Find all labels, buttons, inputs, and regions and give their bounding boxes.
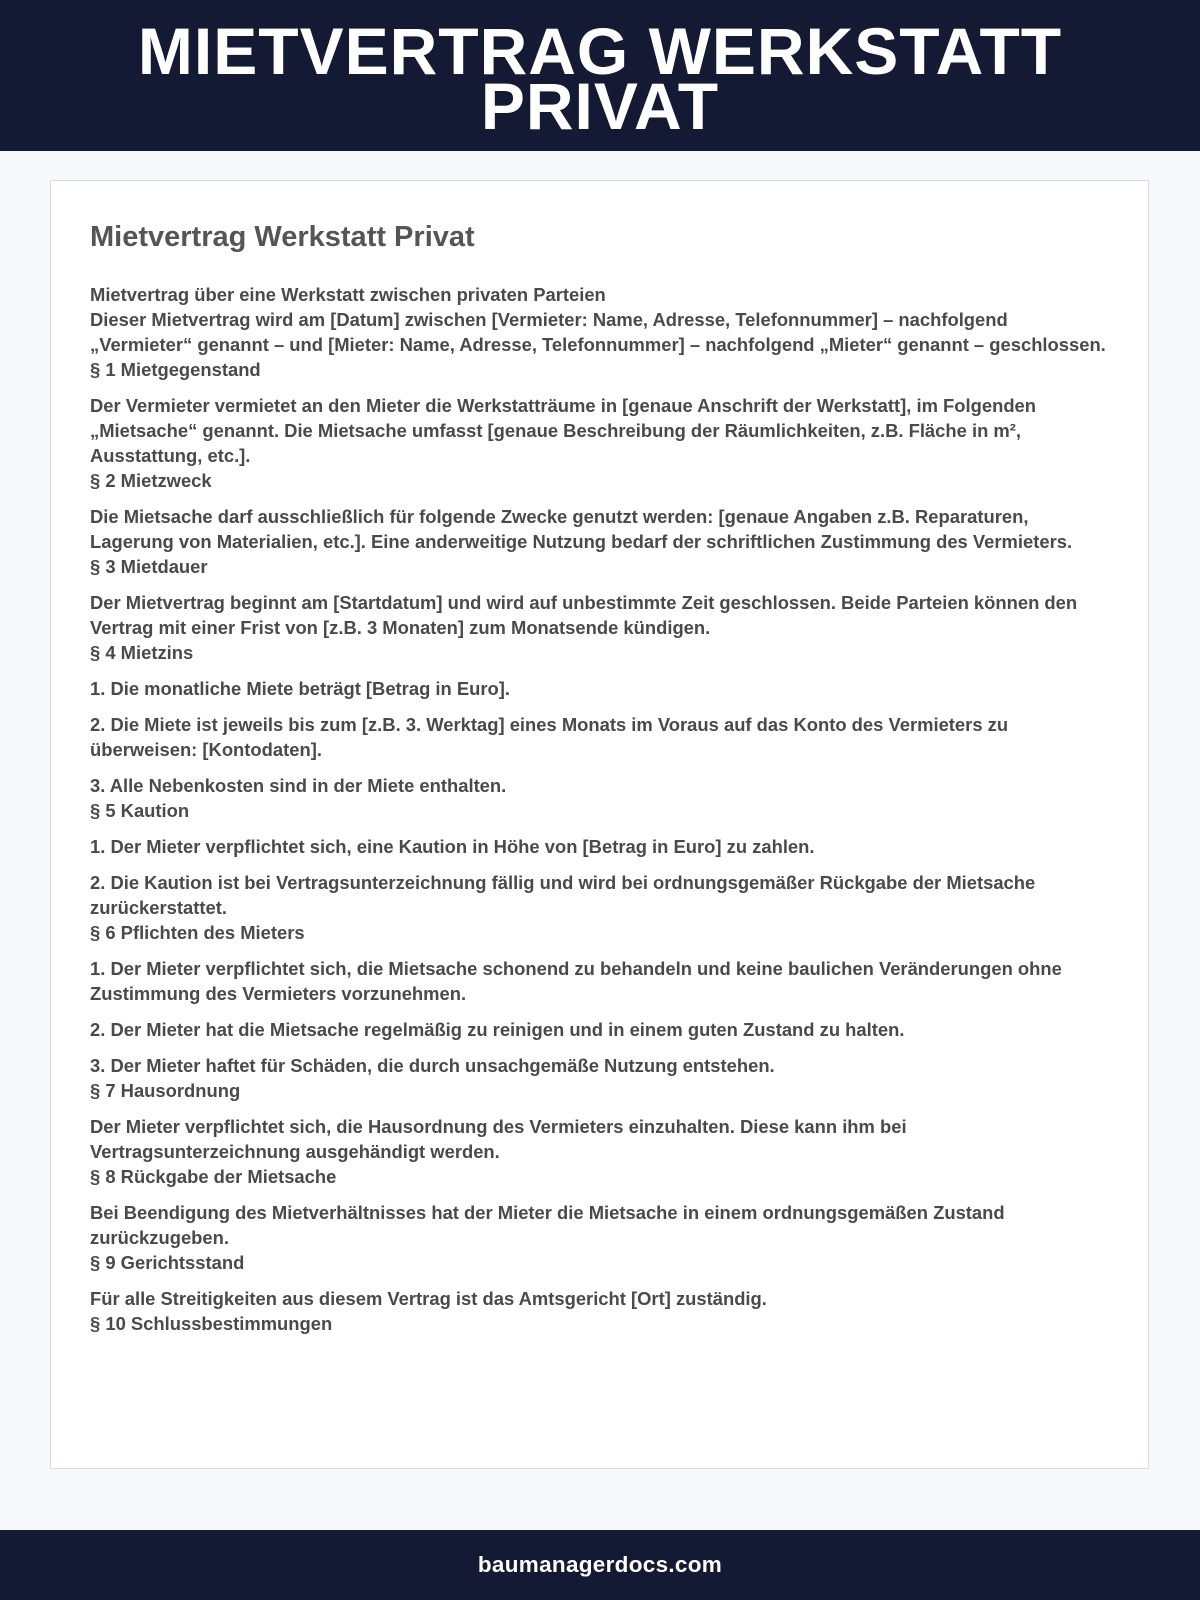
paragraph-text: Mietvertrag über eine Werkstatt zwischen privaten Parteien (90, 284, 606, 305)
paragraph-text: Der Mietvertrag beginnt am [Startdatum] und wird auf unbestimmte Zeit geschlossen. Beide Parteien können den Vertrag mit einer Frist von [z.B. 3 Monaten] zum Monatsende kündigen. (90, 592, 1078, 638)
document-paragraph (90, 1053, 1110, 1103)
section-heading: § 3 Mietdauer (90, 556, 208, 577)
paragraph-text: Der Vermieter vermietet an den Mieter die Werkstatträume in [genaue Anschrift der Werkstatt], im Folgenden „Mietsache“ genannt. Die Mietsache umfasst [genaue Beschreibung der Räumlichkeiten, z.B. Fläche in m², Ausstattung, etc.]. (90, 395, 1037, 466)
document-paragraph (90, 956, 1110, 1006)
document-paragraph (90, 282, 1110, 382)
section-heading: § 9 Gerichtsstand (90, 1252, 245, 1273)
document-paragraph (90, 773, 1110, 823)
footer-site-name: baumanagerdocs.com (477, 1552, 723, 1577)
paragraph-text: 1. Der Mieter verpflichtet sich, die Mietsache schonend zu behandeln und keine baulichen Veränderungen ohne Zustimmung des Vermieters vorzunehmen. (90, 958, 1062, 1004)
document-paragraph (90, 1017, 1110, 1042)
page-footer (0, 1530, 1200, 1600)
section-heading: § 10 Schlussbestimmungen (90, 1313, 333, 1334)
paragraph-text: Bei Beendigung des Mietverhältnisses hat der Mieter die Mietsache in einem ordnungsgemäßen Zustand zurückzugeben. (90, 1202, 1005, 1248)
section-heading: § 7 Hausordnung (90, 1080, 241, 1101)
page-title-line-2: PRIVAT (480, 68, 720, 143)
section-heading: § 2 Mietzweck (90, 470, 212, 491)
paragraph-text: 2. Die Kaution ist bei Vertragsunterzeichnung fällig und wird bei ordnungsgemäßer Rückgabe der Mietsache zurückerstattet. (90, 872, 1036, 918)
document-title: Mietvertrag Werkstatt Privat (90, 221, 475, 253)
document-paragraph (90, 1114, 1110, 1189)
document-paragraph (90, 712, 1110, 762)
section-heading: § 4 Mietzins (90, 642, 194, 663)
section-heading: § 1 Mietgegenstand (90, 359, 261, 380)
document-paragraph (90, 504, 1110, 579)
paragraph-text: Für alle Streitigkeiten aus diesem Vertrag ist das Amtsgericht [Ort] zuständig. (90, 1288, 767, 1309)
paragraph-text: 3. Alle Nebenkosten sind in der Miete enthalten. (90, 775, 507, 796)
document-paragraph (90, 834, 1110, 859)
paragraph-text: 1. Die monatliche Miete beträgt [Betrag in Euro]. (90, 678, 510, 699)
paragraph-text: Dieser Mietvertrag wird am [Datum] zwischen [Vermieter: Name, Adresse, Telefonnummer] – nachfolgend „Vermieter“ genannt – und [Mieter: Name, Adresse, Telefonnummer] – nachfolgend „Mieter“ genannt – geschlossen. (90, 309, 1106, 355)
document-paragraph (90, 1200, 1110, 1275)
document-paragraph (90, 393, 1110, 493)
paragraph-text: Der Mieter verpflichtet sich, die Hausordnung des Vermieters einzuhalten. Diese kann ihm bei Vertragsunterzeichnung ausgehändigt werden. (90, 1116, 907, 1162)
section-heading: § 6 Pflichten des Mieters (90, 922, 305, 943)
document-paragraph (90, 870, 1110, 945)
document-body (90, 282, 1110, 1336)
document-paragraph (90, 590, 1110, 665)
document-paragraph (90, 1286, 1110, 1336)
page-header (0, 0, 1200, 151)
page-title-line-1: MIETVERTRAG WERKSTATT (137, 13, 1063, 88)
paragraph-text: 1. Der Mieter verpflichtet sich, eine Kaution in Höhe von [Betrag in Euro] zu zahlen. (90, 836, 815, 857)
paragraph-text: 3. Der Mieter haftet für Schäden, die durch unsachgemäße Nutzung entstehen. (90, 1055, 775, 1076)
paragraph-text: 2. Der Mieter hat die Mietsache regelmäßig zu reinigen und in einem guten Zustand zu halten. (90, 1019, 905, 1040)
section-heading: § 5 Kaution (90, 800, 190, 821)
paragraph-text: Die Mietsache darf ausschließlich für folgende Zwecke genutzt werden: [genaue Angaben z.B. Reparaturen, Lagerung von Materialien, etc.]. Eine anderweitige Nutzung bedarf der schriftlichen Zustimmung des Vermieters. (90, 506, 1073, 552)
section-heading: § 8 Rückgabe der Mietsache (90, 1166, 337, 1187)
page-title (137, 13, 1063, 143)
document-card (50, 180, 1149, 1469)
paragraph-text: 2. Die Miete ist jeweils bis zum [z.B. 3. Werktag] eines Monats im Voraus auf das Konto des Vermieters zu überweisen: [Kontodaten]. (90, 714, 1009, 760)
document-paragraph (90, 676, 1110, 701)
